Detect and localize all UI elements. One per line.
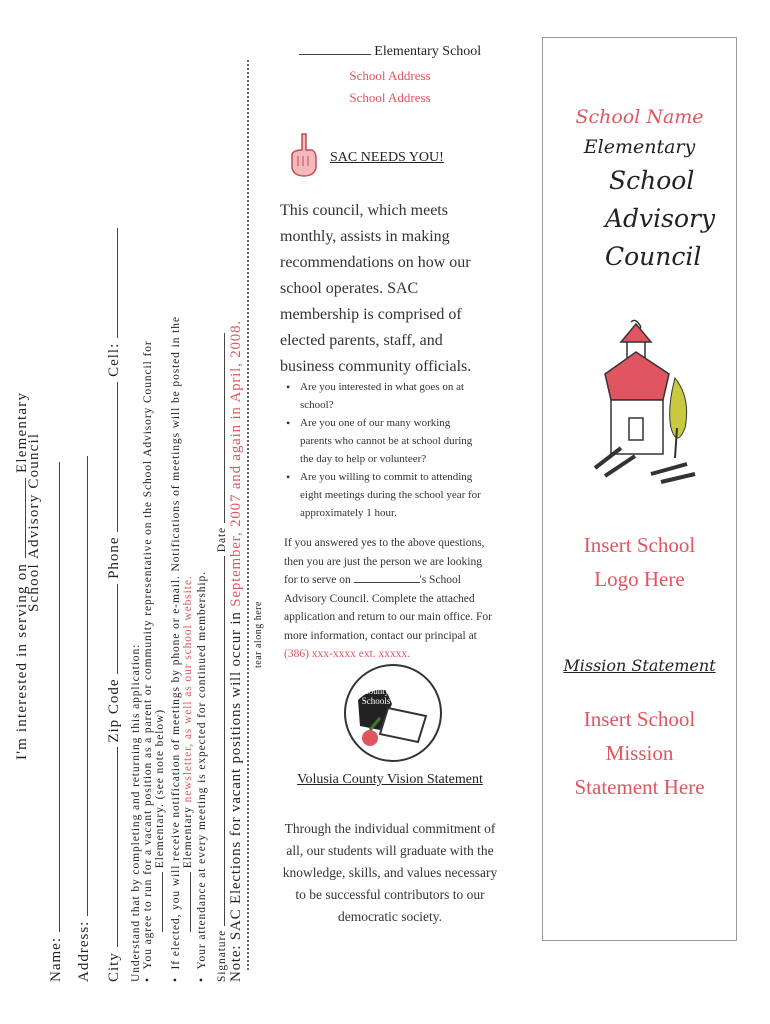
city-label: City [106,952,122,982]
cover-school: School [609,166,695,195]
bullet-attendance: • Your attendance at every meeting is expected for continued membership. [196,571,208,982]
cover-panel [542,37,737,941]
school-name: School Name [575,106,704,128]
bullet-notify-cont: Elementary newsletter, as well as our school website. [182,575,194,932]
mission-placeholder: Insert School Mission Statement Here [574,707,705,799]
info-column [270,0,510,1024]
answer-paragraph: If you answered yes to the above questions, then you are just the person we are looking for to serve on 's School Advisory Council. Complete the attached application and return to our main office. For more information, contact our principal at (386) xxx-xxxx ext. xxxxx. [284,537,493,660]
list-item: • Are you willing to commit to attending eight meetings during the school year for approximately 1 hour. [284,468,484,522]
bullet-run-cont: Elementary. (see note below) [154,709,166,932]
signature-row[interactable] [216,333,228,982]
tear-label: tear along here [253,601,264,668]
vision-heading: Volusia County Vision Statement [297,772,483,787]
cover-elementary: Elementary [583,136,696,158]
address-line-2: School Address [349,90,431,105]
understand-line: Understand that by completing and returning this application: [130,643,142,982]
mission-heading: Mission Statement [563,656,716,675]
list-item: • Are you one of our many working parents who cannot be at school during the day to help or volunteer? [284,414,484,468]
principal-phone[interactable]: (386) xxx-xxxx ext. xxxxx. [284,648,411,660]
council-line: School Advisory Council [26,432,42,612]
cell-label: Cell: [106,342,122,377]
interest-text: I'm interested in serving on [14,562,30,760]
zip-label: Zip Code [106,678,122,743]
tear-line [247,60,249,970]
address-line-1: School Address [349,68,431,83]
interest-elementary: Elementary [14,391,30,473]
district-logo-text: Volusia County Schools [361,676,391,706]
needs-heading: SAC NEEDS YOU! [330,150,444,165]
bullet-notify: • If elected, you will receive notification of meetings by phone or e-mail. Notifications of meetings will be posted in the [170,316,182,982]
list-item: • Are you interested in what goes on at school? [284,378,484,414]
election-note: Note: SAC Elections for vacant positions will occur in September, 2007 and again in April, 2008. [228,320,244,982]
application-form [0,0,270,1024]
name-label: Name: [48,937,64,982]
intro-paragraph: This council, which meets monthly, assists in making recommendations on how our school operates. SAC membership is comprised of elected parents, staff, and business community officials. [280,202,472,375]
schoolhouse-illustration [591,318,701,488]
school-heading: Elementary School [270,44,510,60]
phone-label: Phone [106,536,122,579]
pointing-hand-icon [288,132,320,178]
contact-field-row[interactable] [106,228,123,982]
address-label: Address: [76,920,92,982]
date-label: Date [216,526,228,553]
cover-advisory: Advisory [605,204,716,233]
address-field[interactable] [76,456,93,982]
logo-placeholder: Insert School Logo Here [583,533,696,591]
vision-text: Through the individual commitment of all, our students will graduate with the knowledge, skills, and values necessary to be successful contributors to our democratic society. [282,821,498,924]
name-field[interactable] [48,462,65,982]
bullet-run: • You agree to run for a vacant position as a parent or community representative on the School Advisory Council for [142,340,154,982]
question-list [284,378,484,522]
signature-label: Signature [216,929,228,982]
cover-council: Council [605,242,702,271]
